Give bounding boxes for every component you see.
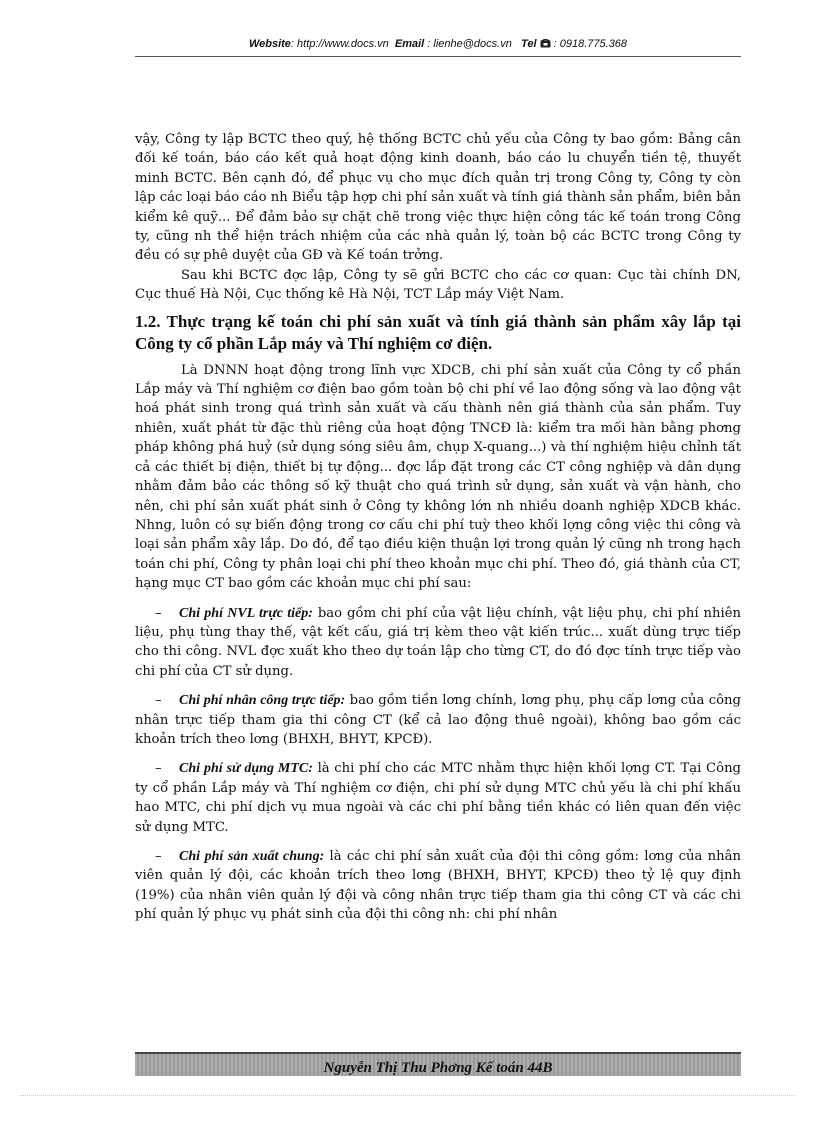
bullet-item bbox=[135, 847, 741, 925]
bullet-term: Chi phí sử dụng MTC: bbox=[179, 761, 313, 777]
bullet-text: bao gồm tiền lơng chính, lơng phụ, phụ cấp lơng của công nhân trực tiếp tham gia thi công CT (kể cả lao động thuê ngoài), không bao gồm các khoản trích theo lơng (BHXH, BHYT, KPCĐ). bbox=[135, 693, 741, 747]
page-header bbox=[135, 38, 741, 50]
bottom-divider bbox=[20, 1095, 796, 1096]
bullet-text: bao gồm chi phí của vật liệu chính, vật liệu phụ, chi phí nhiên liệu, phụ tùng thay thế, vật kết cấu, giá trị kèm theo vật kiến trúc... xuất dùng trực tiếp cho thi công. NVL đợc xuất kho theo dự toán lập cho từng CT, do đó đợc tính trực tiếp vào chi phí của CT sử dụng. bbox=[135, 605, 742, 679]
bullet-term: Chi phí sản xuất chung: bbox=[179, 849, 325, 864]
bullet-dash: – bbox=[155, 605, 162, 621]
bullet-term: Chi phí NVL trực tiếp: bbox=[179, 605, 313, 621]
section-heading: 1.2. Thực trạng kế toán chi phí sản xuất và tính giá thành sản phẩm xây lắp tại Công ty cổ phần Lắp máy và Thí nghiệm cơ điện. bbox=[135, 311, 741, 353]
email-label: Email bbox=[394, 38, 425, 50]
bullet-dash: – bbox=[155, 849, 162, 864]
tel-label: Tel bbox=[521, 38, 537, 50]
header-divider bbox=[135, 56, 741, 57]
bullet-text: là chi phí cho các MTC nhằm thực hiện khối lợng CT. Tại Công ty cổ phần Lắp máy và Thí nghiệm cơ điện, chi phí sử dụng MTC chủ yếu là chi phí khấu hao MTC, chi phí dịch vụ mua ngoài và các chi phí bằng tiền khác có liên quan đến việc sử dụng MTC. bbox=[135, 761, 741, 835]
bullet-dash: – bbox=[155, 693, 162, 709]
phone-icon bbox=[540, 38, 554, 50]
paragraph-3: Là DNNN hoạt động trong lĩnh vực XDCB, chi phí sản xuất của Công ty cổ phần Lắp máy và Thí nghiệm cơ điện bao gồm toàn bộ chi phí về lao động sống và lao động vật hoá phát sinh trong quá trình sản xuất và cấu thành nên giá thành của sản phẩm. Tuy nhiên, xuất phát từ đặc thù riêng của hoạt động TNCĐ là: kiểm tra mối hàn bằng phơng pháp không phá huỷ (sử dụng sóng siêu âm, chụp X-quang...) và thí nghiệm hiệu chỉnh tất cả các thiết bị điện, thiết bị tự động... đợc lắp đặt trong các CT công nghiệp và dân dụng nhằm đảm bảo các thông số kỹ thuật cho quá trình sử dụng, sản xuất và vận hành, cho nên, chi phí sản xuất phát sinh ở Công ty không lớn nh nhiều doanh nghiệp XDCB khác. Nhng, luôn có sự biến động trong cơ cấu chi phí tuỳ theo khối lợng công việc thi công và loại sản phẩm xây lắp. Do đó, để tạo điều kiện thuận lợi trong quản lý cũng nh trong hạch toán chi phí, Công ty phân loại chi phí theo khoản mục chi phí. Theo đó, giá thành của CT, hạng mục CT bao gồm các khoản mục chi phí sau: bbox=[135, 362, 741, 592]
email-value: : lienhe@docs.vn bbox=[427, 38, 512, 50]
page-footer bbox=[135, 1052, 741, 1076]
bullet-item bbox=[135, 691, 741, 749]
document-body bbox=[135, 130, 741, 925]
bullet-item bbox=[135, 759, 741, 837]
footer-author: Nguyễn Thị Thu Phơng Kế toán 44B bbox=[323, 1060, 553, 1076]
website-value: : http://www.docs.vn bbox=[290, 38, 389, 50]
tel-value: : 0918.775.368 bbox=[553, 38, 628, 50]
website-label: Website bbox=[248, 38, 291, 50]
paragraph-2: Sau khi BCTC đợc lập, Công ty sẽ gửi BCTC cho các cơ quan: Cục tài chính DN, Cục thuế Hà Nội, Cục thống kê Hà Nội, TCT Lắp máy Việt Nam. bbox=[135, 267, 741, 303]
bullet-item bbox=[135, 604, 741, 682]
bullet-text: là các chi phí sản xuất của đội thi công gồm: lơng của nhân viên quản lý đội, các khoản trích theo lơng (BHXH, BHYT, KPCĐ) theo tỷ lệ quy định (19%) của nhân viên quản lý đội và công nhân trực tiếp tham gia thi công CT và các chi phí quản lý phục vụ phát sinh của đội thi công nh: chi phí nhân bbox=[135, 849, 741, 923]
paragraph-1: vậy, Công ty lập BCTC theo quý, hệ thống BCTC chủ yếu của Công ty bao gồm: Bảng cân đối kế toán, báo cáo kết quả hoạt động kinh doanh, báo cáo lu chuyển tiền tệ, thuyết minh BCTC. Bên cạnh đó, để phục vụ cho mục đích quản trị trong Công ty, Công ty còn lập các loại báo cáo nh Biểu tập hợp chi phí sản xuất và tính giá thành sản phẩm, biên bản kiểm kê quỹ... Để đảm bảo sự chặt chẽ trong việc thực hiện công tác kế toán trong Công ty, cũng nh thể hiện trách nhiệm của các nhà quản lý, toàn bộ các BCTC trong Công ty đều có sự phê duyệt của GĐ và Kế toán trởng. bbox=[135, 132, 741, 264]
bullet-term: Chi phí nhân công trực tiếp: bbox=[179, 693, 346, 709]
bullet-dash: – bbox=[155, 761, 162, 777]
